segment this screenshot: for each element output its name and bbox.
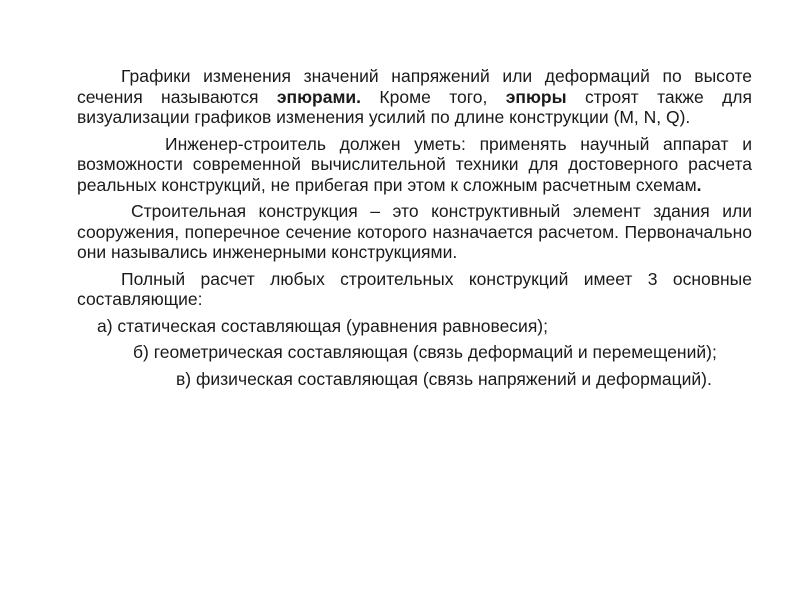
text-run: Строительная конструкция – это конструктивный элемент здания или сооружения, поперечное сечение которого назначается расчетом. Первоначально они назывались инженерными конструкциями. xyxy=(77,201,752,262)
text-run: Полный расчет любых строительных конструкций имеет 3 основные составляющие: xyxy=(77,268,752,309)
slide-text-body xyxy=(77,66,752,395)
list-item-physical xyxy=(77,369,752,390)
bold-term-epures: эпюры xyxy=(505,86,567,107)
text-run: строят также для визуализации графиков изменения усилий по длине конструкции (M, N, Q). xyxy=(77,86,752,127)
list-item-static xyxy=(77,316,752,337)
bold-period: . xyxy=(696,174,702,195)
list-item-geometric xyxy=(77,342,752,363)
paragraph-engineer-skills xyxy=(77,134,752,196)
text-run: в) физическая составляющая (связь напряжений и деформаций). xyxy=(176,368,712,389)
paragraph-epures-definition xyxy=(77,66,752,128)
text-run: а) статическая составляющая (уравнения равновесия); xyxy=(97,315,549,336)
text-run: Инженер-строитель должен уметь: применять научный аппарат и возможности современной вычислительной техники для достоверного расчета реальных конструкций, не прибегая при этом к сложным расчетным схемам xyxy=(77,133,752,195)
text-run: Кроме того, xyxy=(361,86,506,107)
paragraph-calculation-components xyxy=(77,269,752,310)
text-run: б) геометрическая составляющая (связь деформаций и перемещений); xyxy=(133,342,717,362)
bold-term-epures: эпюрами. xyxy=(276,86,362,107)
paragraph-structure-definition xyxy=(77,201,752,263)
text-run: Графики изменения значений напряжений или деформаций по высоте сечения называются xyxy=(77,66,752,107)
